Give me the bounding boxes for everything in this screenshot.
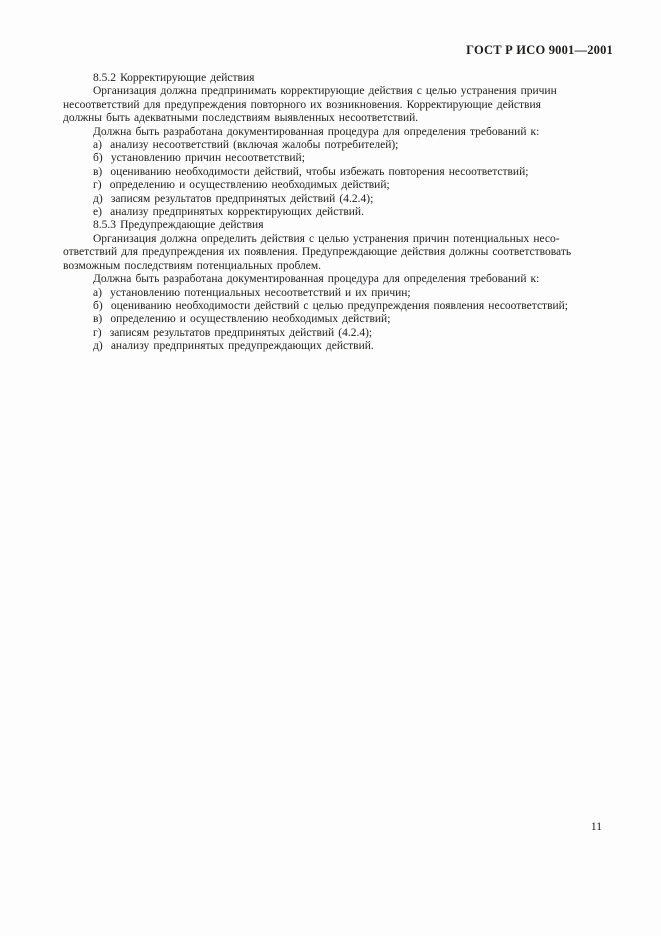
text-line: 8.5.3 Предупреждающие действия — [93, 219, 264, 232]
list-item: б) установлению причин несоответствий; — [93, 152, 305, 165]
list-item: г) записям результатов предпринятых действий (4.2.4); — [93, 326, 373, 339]
text-line: Должна быть разработана документированная процедура для определения требований к: — [93, 273, 540, 286]
list-item: в) определению и осуществлению необходимых действий; — [93, 313, 391, 326]
list-item: в) оцениванию необходимости действий, чтобы избежать повторения несоответствий; — [93, 165, 529, 178]
text-line: Должна быть разработана документированная процедура для определения требований к: — [93, 125, 540, 138]
text-line: ответствий для предупреждения их появления. Предупреждающие действия должны соответствовать — [63, 246, 572, 259]
list-item: а) установлению потенциальных несоответствий и их причин; — [93, 286, 411, 299]
section-heading — [63, 72, 604, 85]
paragraph — [63, 126, 604, 139]
text-line: возможным последствиям потенциальных проблем. — [63, 259, 322, 272]
paragraph — [63, 85, 604, 125]
text-line: должны быть адекватными последствиям выявленных несоответствий. — [63, 112, 419, 125]
clause-list — [63, 139, 604, 219]
list-item: д) анализу предпринятых предупреждающих действий. — [93, 340, 374, 353]
text-line: несоответствий для предупреждения повторного их возникновения. Корректирующие действия — [63, 98, 541, 111]
paragraph — [63, 273, 604, 286]
text-line: Организация должна предпринимать корректирующие действия с целью устранения причин — [93, 85, 557, 98]
text-line: Организация должна определить действия с целью устранения причин потенциальных несо- — [93, 232, 560, 245]
list-item: а) анализу несоответствий (включая жалобы потребителей); — [93, 139, 399, 152]
list-item: д) записям результатов предпринятых действий (4.2.4); — [93, 192, 374, 205]
clause-list — [63, 287, 604, 354]
page-number: 11 — [590, 821, 602, 833]
list-item: е) анализу предпринятых корректирующих действий. — [93, 206, 364, 219]
page-body-text — [63, 72, 604, 354]
list-item: б) оцениванию необходимости действий с целью предупреждения появления несоответствий; — [93, 299, 569, 312]
section-heading — [63, 219, 604, 232]
paragraph — [63, 233, 604, 273]
running-header: ГОСТ Р ИСО 9001—2001 — [466, 43, 613, 57]
text-line: 8.5.2 Корректирующие действия — [93, 72, 255, 84]
list-item: г) определению и осуществлению необходимых действий; — [93, 179, 390, 192]
